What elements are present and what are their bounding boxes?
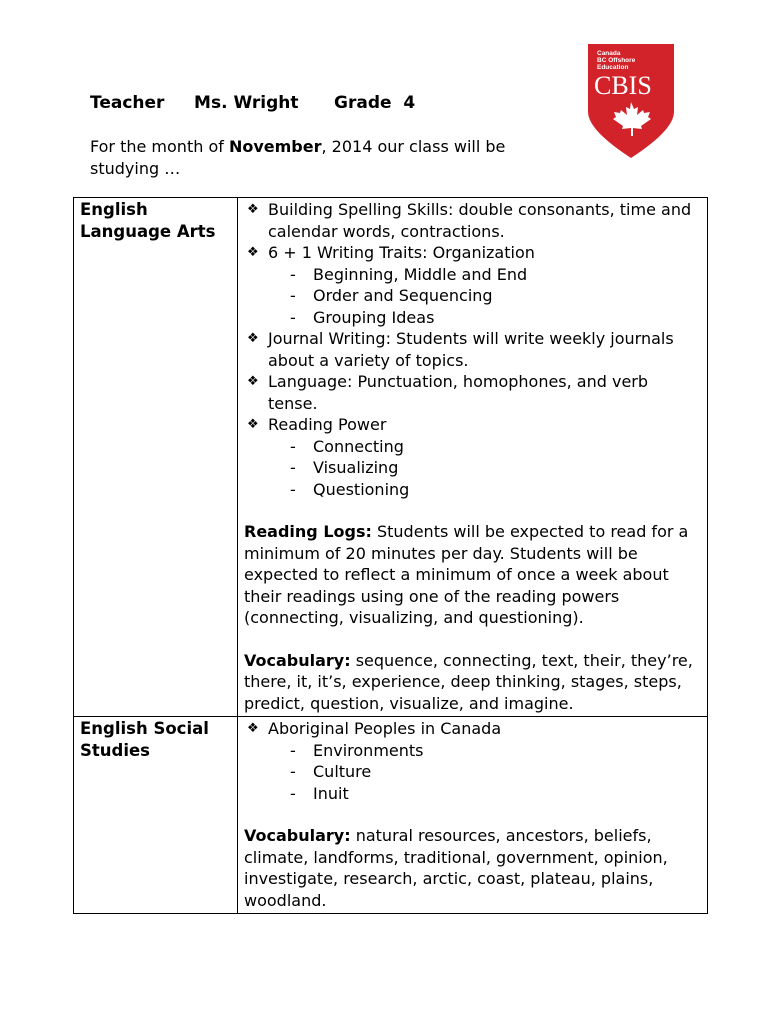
teacher-label: Teacher <box>90 93 165 113</box>
diamond-bullet-icon: ❖ <box>247 245 259 260</box>
diamond-bullet-icon: ❖ <box>247 417 259 432</box>
intro-suffix: , 2014 our class will be studying … <box>90 137 506 178</box>
vocabulary-paragraph: Vocabulary: sequence, connecting, text, their, they’re, there, it, it’s, experience, deep thinking, stages, steps, predict, question, visualize, and imagine. <box>244 650 693 713</box>
sub-list-item: - Inuit <box>290 783 349 803</box>
vocabulary-paragraph: Vocabulary: natural resources, ancestors, beliefs, climate, landforms, traditional, government, opinion, investigate, research, arctic, coast, plateau, plains, woodland. <box>244 826 668 910</box>
intro-text <box>90 136 560 180</box>
curriculum-table <box>73 197 708 914</box>
reading-logs-paragraph: Reading Logs: Students will be expected to read for a minimum of 20 minutes per day. Students will be expected to reflect a minimum of once a week about their readings using one of the reading powers (connecting, visualizing, and questioning). <box>244 522 689 627</box>
subject-cell: English Social Studies <box>74 717 238 914</box>
sub-list-item: - Environments <box>290 740 424 760</box>
diamond-bullet-icon: ❖ <box>247 202 259 217</box>
logo-name: CBIS <box>594 71 652 100</box>
content-cell <box>238 198 708 717</box>
vocabulary-label: Vocabulary: <box>244 826 351 845</box>
intro-month: November <box>228 137 322 156</box>
document-header <box>90 93 415 113</box>
content-cell <box>238 717 708 914</box>
list-item: ❖ 6 + 1 Writing Traits: Organization <box>247 243 535 262</box>
table-row <box>74 198 708 717</box>
logo-line-2: BC Offshore <box>597 57 636 64</box>
cbis-logo <box>586 42 676 160</box>
sub-list-item: - Connecting <box>290 436 404 456</box>
sub-list-item: - Beginning, Middle and End <box>290 264 528 284</box>
logo-line-3: Education <box>597 64 629 71</box>
vocabulary-label: Vocabulary: <box>244 650 351 670</box>
logo-line-1: Canada <box>597 50 621 57</box>
sub-list-item: - Culture <box>290 762 372 781</box>
sub-list-item: - Questioning <box>290 479 410 499</box>
intro-prefix: For the month of <box>90 137 229 156</box>
sub-list-item: - Order and Sequencing <box>290 286 493 305</box>
grade-value: 4 <box>403 93 416 113</box>
list-item: ❖ Language: Punctuation, homophones, and verb tense. <box>247 372 649 413</box>
diamond-bullet-icon: ❖ <box>247 374 259 389</box>
reading-logs-label: Reading Logs: <box>244 522 372 541</box>
sub-list-item: - Visualizing <box>290 458 399 477</box>
list-item: ❖ Journal Writing: Students will write weekly journals about a variety of topics. <box>247 329 674 370</box>
subject-cell: English Language Arts <box>74 198 238 717</box>
diamond-bullet-icon: ❖ <box>247 331 259 346</box>
table-row <box>74 717 708 914</box>
list-item: ❖ Building Spelling Skills: double consonants, time and calendar words, contractions. <box>247 200 692 241</box>
list-item: ❖ Aboriginal Peoples in Canada <box>247 719 502 738</box>
diamond-bullet-icon: ❖ <box>247 721 259 736</box>
teacher-name: Ms. Wright <box>194 93 299 113</box>
list-item: ❖ Reading Power <box>247 415 387 434</box>
grade-label: Grade <box>334 93 392 113</box>
sub-list-item: - Grouping Ideas <box>290 307 435 327</box>
